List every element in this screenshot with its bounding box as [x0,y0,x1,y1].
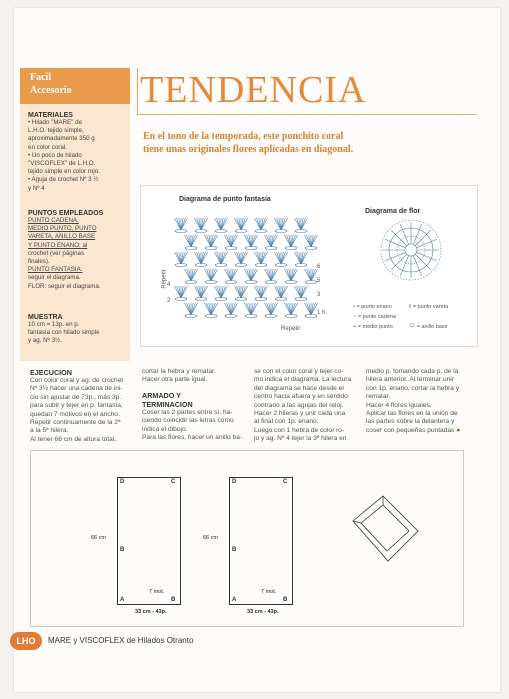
fantasia-diagram-label: Diagrama de punto fantasía [179,196,271,203]
materiales-line: aproximadamente 350 g [28,135,95,143]
stitch-line [197,218,201,230]
letter-B: B [171,597,176,603]
body-line: quedan 7 motivos en el ancho. [30,410,120,418]
stitch-line [227,235,231,247]
row-number: 5 [317,278,321,284]
stitch-line [267,235,271,247]
diagram-panel [140,185,478,347]
muestra-title: MUESTRA [28,314,63,321]
repetir-side-label: Repetir [161,269,168,289]
body-line: medio p. tomando cada p. de la [366,368,459,375]
stitch-line [277,252,281,264]
muestra-line: y ag. Nº 3½. [28,337,62,345]
width-dimension: 33 cm - 43p. [135,609,167,615]
stitch-line [297,252,301,264]
legend-item: ○ = anillo base [409,320,448,331]
puntos-line: FLOR: seguir el diagrama. [28,282,101,290]
muestra-line: 10 cm = 13p. en p. [28,321,80,328]
stitch-line [197,286,201,298]
body-line-text: coser con pequeñas puntadas [366,426,455,434]
letter-D: D [232,479,237,485]
stitch-line [187,235,191,247]
body-line: Hacer 2 hileras y unir cada una [254,410,346,418]
stitch-line [177,252,181,264]
row-number: 3 [317,292,321,298]
puntos-title: PUNTOS EMPLEADOS [28,210,104,217]
body-line: ciendo coincidir las letras como [142,417,234,425]
materiales-title: MATERIALES [28,112,73,119]
body-line: Coser las 2 partes entre sí, ha- [142,408,233,416]
piece-rectangle [117,477,181,605]
stitch-line [207,303,211,315]
body-line: centro hacia afuera y en sentido [254,393,348,401]
flower-spoke [385,239,405,247]
assembled-poncho-diagram [343,491,423,581]
body-line: Nº 3½ hacer una cadena de ini- [30,385,123,393]
body-line [366,427,476,435]
sidebar-header [20,68,130,104]
body-line: contrario a las agujas del reloj. [254,401,344,409]
materiales-line: tejido simple en color rojo. [28,168,100,176]
body-line: cio sin ajustar de 73p., más 3p. [30,393,122,401]
body-line: hilera anterior. Al terminar unir [366,376,454,384]
flower-diagram [379,218,443,282]
body-line: con 1p. enano, cortar la hebra y [366,384,460,392]
stitch-line [207,235,211,247]
terminacion-heading: TERMINACION [142,399,193,409]
stitch-line [307,235,311,247]
text-column-2 [142,368,247,442]
letter-D: D [120,479,125,485]
stitch-line [307,269,311,281]
piece-rectangle [229,477,293,605]
puntos-line: MEDIO PUNTO, PUNTO [28,225,97,233]
legend-text: = punto cadena [357,314,396,320]
stitch-line [237,218,241,230]
stitch-line [227,303,231,315]
stitch-line [287,269,291,281]
flower-spoke [417,239,437,247]
subtitle-line: En el tono de la temporada, este ponchito coral [143,131,344,142]
stitch-line [267,303,271,315]
subtitle-line: tiene unas originales flores aplicadas en diagonal. [143,144,354,155]
body-line: para subir y tejer en p. fantasía, [30,402,123,410]
materiales-line: • Hilado "MARE" de [28,119,83,126]
stitch-line [297,218,301,230]
legend-text: = anillo base [416,324,448,330]
body-line: Para las flores, hacer un anillo ba- [142,434,243,442]
text-column-3 [254,368,359,444]
stitch-line [267,269,271,281]
materiales-line: • Aguja de crochet Nº 3 ½ [28,176,99,184]
legend-text: = medio punto [357,324,393,330]
body-line: se con el color coral y tejer co- [254,368,344,375]
stitch-line [277,286,281,298]
stitch-line [237,286,241,298]
stitch-line [247,235,251,247]
difficulty-tag: Facil [30,72,52,83]
schematic-panel [30,450,464,627]
materiales-line: L.H.O. tejido simple, [28,127,84,135]
legend-text: = punto vareta [412,304,449,310]
muestra-line: fantasía con hilado simple [28,329,100,337]
title-bracket [137,68,138,114]
stitch-line [187,269,191,281]
flower-spoke [417,252,437,260]
puntos-line: VARETA, ANILLO BASE [28,233,96,241]
stitch-line [257,252,261,264]
body-line: Aplicar las flores en la unión de [366,410,458,418]
body-line: a la 5ª hilera. [30,427,69,435]
stitch-line [177,286,181,298]
body-line: del diagrama se hace desde el [254,384,344,392]
puntos-line: finales). [28,258,50,266]
brand-logo [10,632,42,650]
body-line: al final con 1p. enano. [254,418,319,426]
body-line: indica el dibujo. [142,425,188,433]
motif-count: 7 mot. [261,589,277,595]
footer-credit: MARE y VISCOFLEX de Hilados Otranto [48,636,194,645]
stitch-line [217,252,221,264]
stitch-line [277,218,281,230]
stitch-line [257,286,261,298]
legend-item: • = punto enano [353,304,392,310]
flower-spoke [385,252,405,260]
body-line: jo y ag. Nº 4 tejer la 3ª hilera en [254,435,347,443]
body-line: Luego con 1 hebra de color ro- [254,426,345,434]
subtitle [143,130,473,156]
legend-item: ‖ = punto vareta [409,304,449,310]
end-mark-icon: ● [456,426,461,434]
body-line: Repetir continuamente de la 2ª [30,419,121,427]
ejecucion-heading: EJECUCION [30,368,72,377]
letter-C: C [171,479,176,485]
legend-text: = punto enano [356,304,392,310]
letter-B: B [232,547,237,553]
stitch-line [297,286,301,298]
puntos-line: PUNTO CADENA, [28,217,79,224]
stitch-line [307,303,311,315]
stitch-line [257,218,261,230]
letter-B: B [120,547,125,553]
flower-spoke [413,256,421,276]
height-dimension: 66 cm [91,535,106,541]
body-line: Hacer 4 flores iguales. [366,401,432,409]
stitch-line [217,218,221,230]
flower-spoke [413,224,421,244]
stitch-line [197,252,201,264]
puntos-line: Y PUNTO ENANO: al [28,241,88,249]
body-line: rematar. [366,393,391,401]
stitch-line [177,218,181,230]
letter-A: A [232,597,237,603]
body-line: las partes sobre la delantera y [366,418,455,426]
page-title: TENDENCIA [140,69,367,111]
repetir-bottom-label: Repetir [281,326,301,332]
body-line: cortar la hebra y rematar. [142,368,216,375]
flower-spoke [400,256,408,276]
title-rule [137,114,477,115]
stitch-line [247,303,251,315]
materiales-line: "VISCOFLEX" de L.H.O. [28,160,96,168]
letter-B: B [283,597,288,603]
stitch-line [247,269,251,281]
legend-item: ○ = punto cadena [353,314,396,320]
body-line: Con color coral y ag. de crochet [30,377,124,384]
stitch-line [237,252,241,264]
row-number: 4 [167,282,171,288]
width-dimension: 33 cm - 43p. [247,609,279,615]
body-line: Al tener 66 cm de altura total, [30,435,117,443]
body-line: Hacer otra parte igual. [142,376,208,384]
body-line: mo indica el diagrama. La lectura [254,376,352,384]
materiales-line: y Nº 4 [28,184,45,192]
materiales-line: en color coral. [28,143,67,151]
row-label: 1 h. [317,310,328,316]
materiales-section [28,112,126,193]
stitch-line [217,286,221,298]
stitch-line [207,269,211,281]
row-number: 6 [317,264,321,270]
row-number: 2 [167,298,171,304]
stitch-line [187,303,191,315]
flor-diagram-label: Diagrama de flor [365,208,421,215]
muestra-section [28,314,126,346]
category-tag: Accesorio [30,85,72,96]
logo-text: LHO [16,636,36,646]
stitch-line [287,303,291,315]
stitch-diagram [171,206,321,326]
flower-spoke [400,224,408,244]
letter-C: C [283,479,288,485]
letter-A: A [120,597,125,603]
puntos-line: PUNTO FANTASIA: [28,266,83,274]
puntos-line: seguir el diagrama. [28,274,81,282]
text-column-1 [30,368,135,444]
stitch-line [227,269,231,281]
puntos-section [28,210,126,291]
legend-item: + = medio punto [353,324,393,330]
armado-heading: ARMADO Y [142,390,182,400]
text-column-4 [366,368,476,435]
motif-count: 7 mot. [149,589,165,595]
puntos-line: crochet (ver páginas [28,249,85,257]
stitch-line [287,235,291,247]
materials-sidebar [20,68,130,361]
materiales-line: • Un poco de hilado [28,151,82,159]
height-dimension: 66 cm [203,535,218,541]
